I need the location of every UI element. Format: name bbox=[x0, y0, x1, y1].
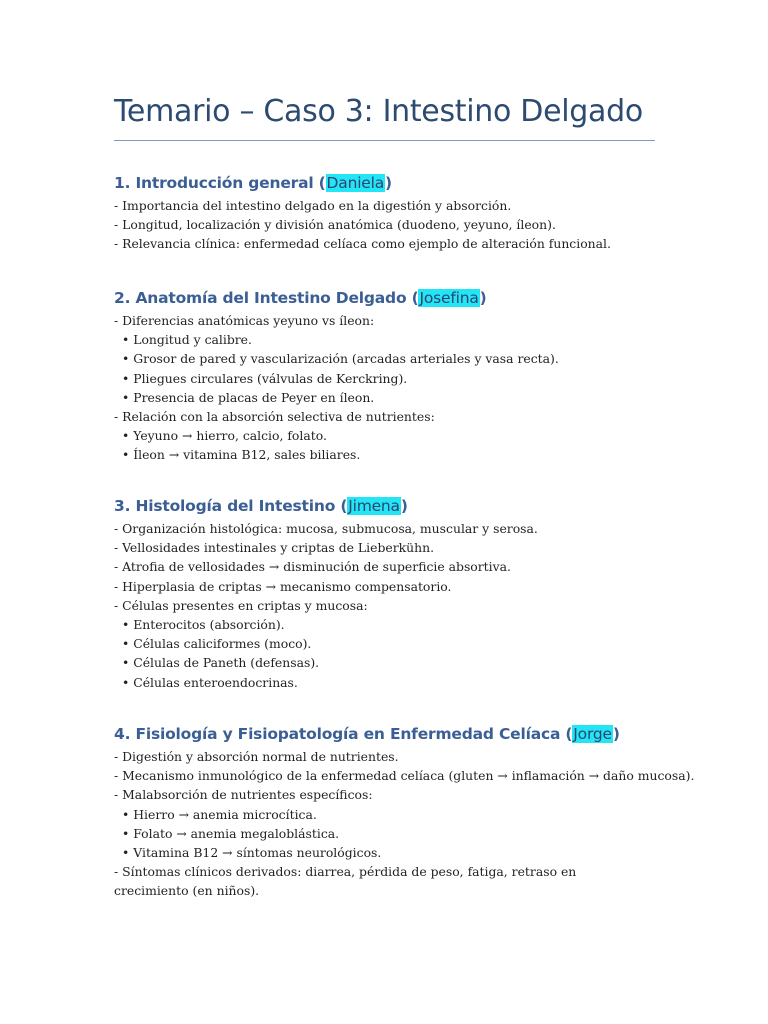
bullet-line: • Células caliciformes (moco). bbox=[122, 636, 312, 652]
body-line: - Síntomas clínicos derivados: diarrea, pérdida de peso, fatiga, retraso en crecimiento (en niños). bbox=[114, 864, 577, 899]
section-histologia bbox=[114, 493, 538, 692]
section-heading-text: 1. Introducción general ( bbox=[114, 174, 326, 192]
section-heading-close: ) bbox=[400, 497, 408, 515]
document-title: Temario – Caso 3: Intestino Delgado bbox=[114, 94, 643, 129]
body-line: - Vellosidades intestinales y criptas de Lieberkühn. bbox=[114, 540, 435, 556]
bullet-line: • Pliegues circulares (válvulas de Kerckring). bbox=[122, 370, 408, 386]
section-heading-text: 3. Histología del Intestino ( bbox=[114, 497, 348, 515]
bullet-line: • Vitamina B12 → síntomas neurológicos. bbox=[122, 845, 382, 861]
bullet-line: • Íleon → vitamina B12, sales biliares. bbox=[122, 447, 361, 463]
bullet-line: • Longitud y calibre. bbox=[122, 332, 252, 348]
assignee-highlight: Daniela bbox=[326, 174, 385, 192]
body-line: - Digestión y absorción normal de nutrientes. bbox=[114, 749, 399, 764]
section-heading bbox=[114, 170, 611, 196]
section-introduccion bbox=[114, 170, 611, 254]
body-line: - Diferencias anatómicas yeyuno vs íleon: bbox=[114, 313, 375, 328]
title-underline bbox=[114, 140, 655, 141]
bullet-line: • Yeyuno → hierro, calcio, folato. bbox=[122, 428, 327, 444]
assignee-highlight: Jimena bbox=[348, 497, 400, 515]
body-line: - Longitud, localización y división anatómica (duodeno, yeyuno, íleon). bbox=[114, 217, 556, 233]
section-heading-text: 2. Anatomía del Intestino Delgado ( bbox=[114, 289, 419, 307]
bullet-line: • Enterocitos (absorción). bbox=[122, 617, 285, 633]
body-line: - Atrofia de vellosidades → disminución de superficie absortiva. bbox=[114, 559, 511, 575]
section-heading bbox=[114, 493, 538, 519]
section-heading-close: ) bbox=[385, 174, 392, 192]
body-line: - Mecanismo inmunológico de la enfermedad celíaca (gluten → inflamación → daño mucosa). bbox=[114, 768, 695, 784]
bullet-line: • Grosor de pared y vascularización (arcadas arteriales y vasa recta). bbox=[122, 351, 559, 367]
body-line: - Organización histológica: mucosa, submucosa, muscular y serosa. bbox=[114, 521, 538, 536]
body-line: - Relevancia clínica: enfermedad celíaca como ejemplo de alteración funcional. bbox=[114, 236, 611, 252]
assignee-highlight: Jorge bbox=[573, 725, 612, 743]
section-heading-close: ) bbox=[479, 289, 487, 307]
bullet-line: • Folato → anemia megaloblástica. bbox=[122, 825, 340, 841]
section-heading-text: 4. Fisiología y Fisiopatología en Enfermedad Celíaca ( bbox=[114, 725, 573, 743]
bullet-line: • Hierro → anemia microcítica. bbox=[122, 806, 317, 822]
bullet-line: • Presencia de placas de Peyer en íleon. bbox=[122, 389, 375, 405]
bullet-line: • Células de Paneth (defensas). bbox=[122, 655, 320, 671]
body-line: - Malabsorción de nutrientes específicos: bbox=[114, 787, 373, 803]
section-anatomia bbox=[114, 285, 559, 465]
body-line: - Hiperplasia de criptas → mecanismo compensatorio. bbox=[114, 578, 452, 594]
section-fisiologia bbox=[114, 721, 694, 901]
body-line: - Importancia del intestino delgado en la digestión y absorción. bbox=[114, 198, 512, 213]
section-heading-close: ) bbox=[612, 725, 620, 743]
bullet-line: • Células enteroendocrinas. bbox=[122, 674, 298, 690]
section-heading bbox=[114, 285, 559, 311]
body-line: - Relación con la absorción selectiva de nutrientes: bbox=[114, 409, 435, 425]
section-heading bbox=[114, 721, 694, 747]
assignee-highlight: Josefina bbox=[419, 289, 479, 307]
body-line: - Células presentes en criptas y mucosa: bbox=[114, 597, 368, 613]
